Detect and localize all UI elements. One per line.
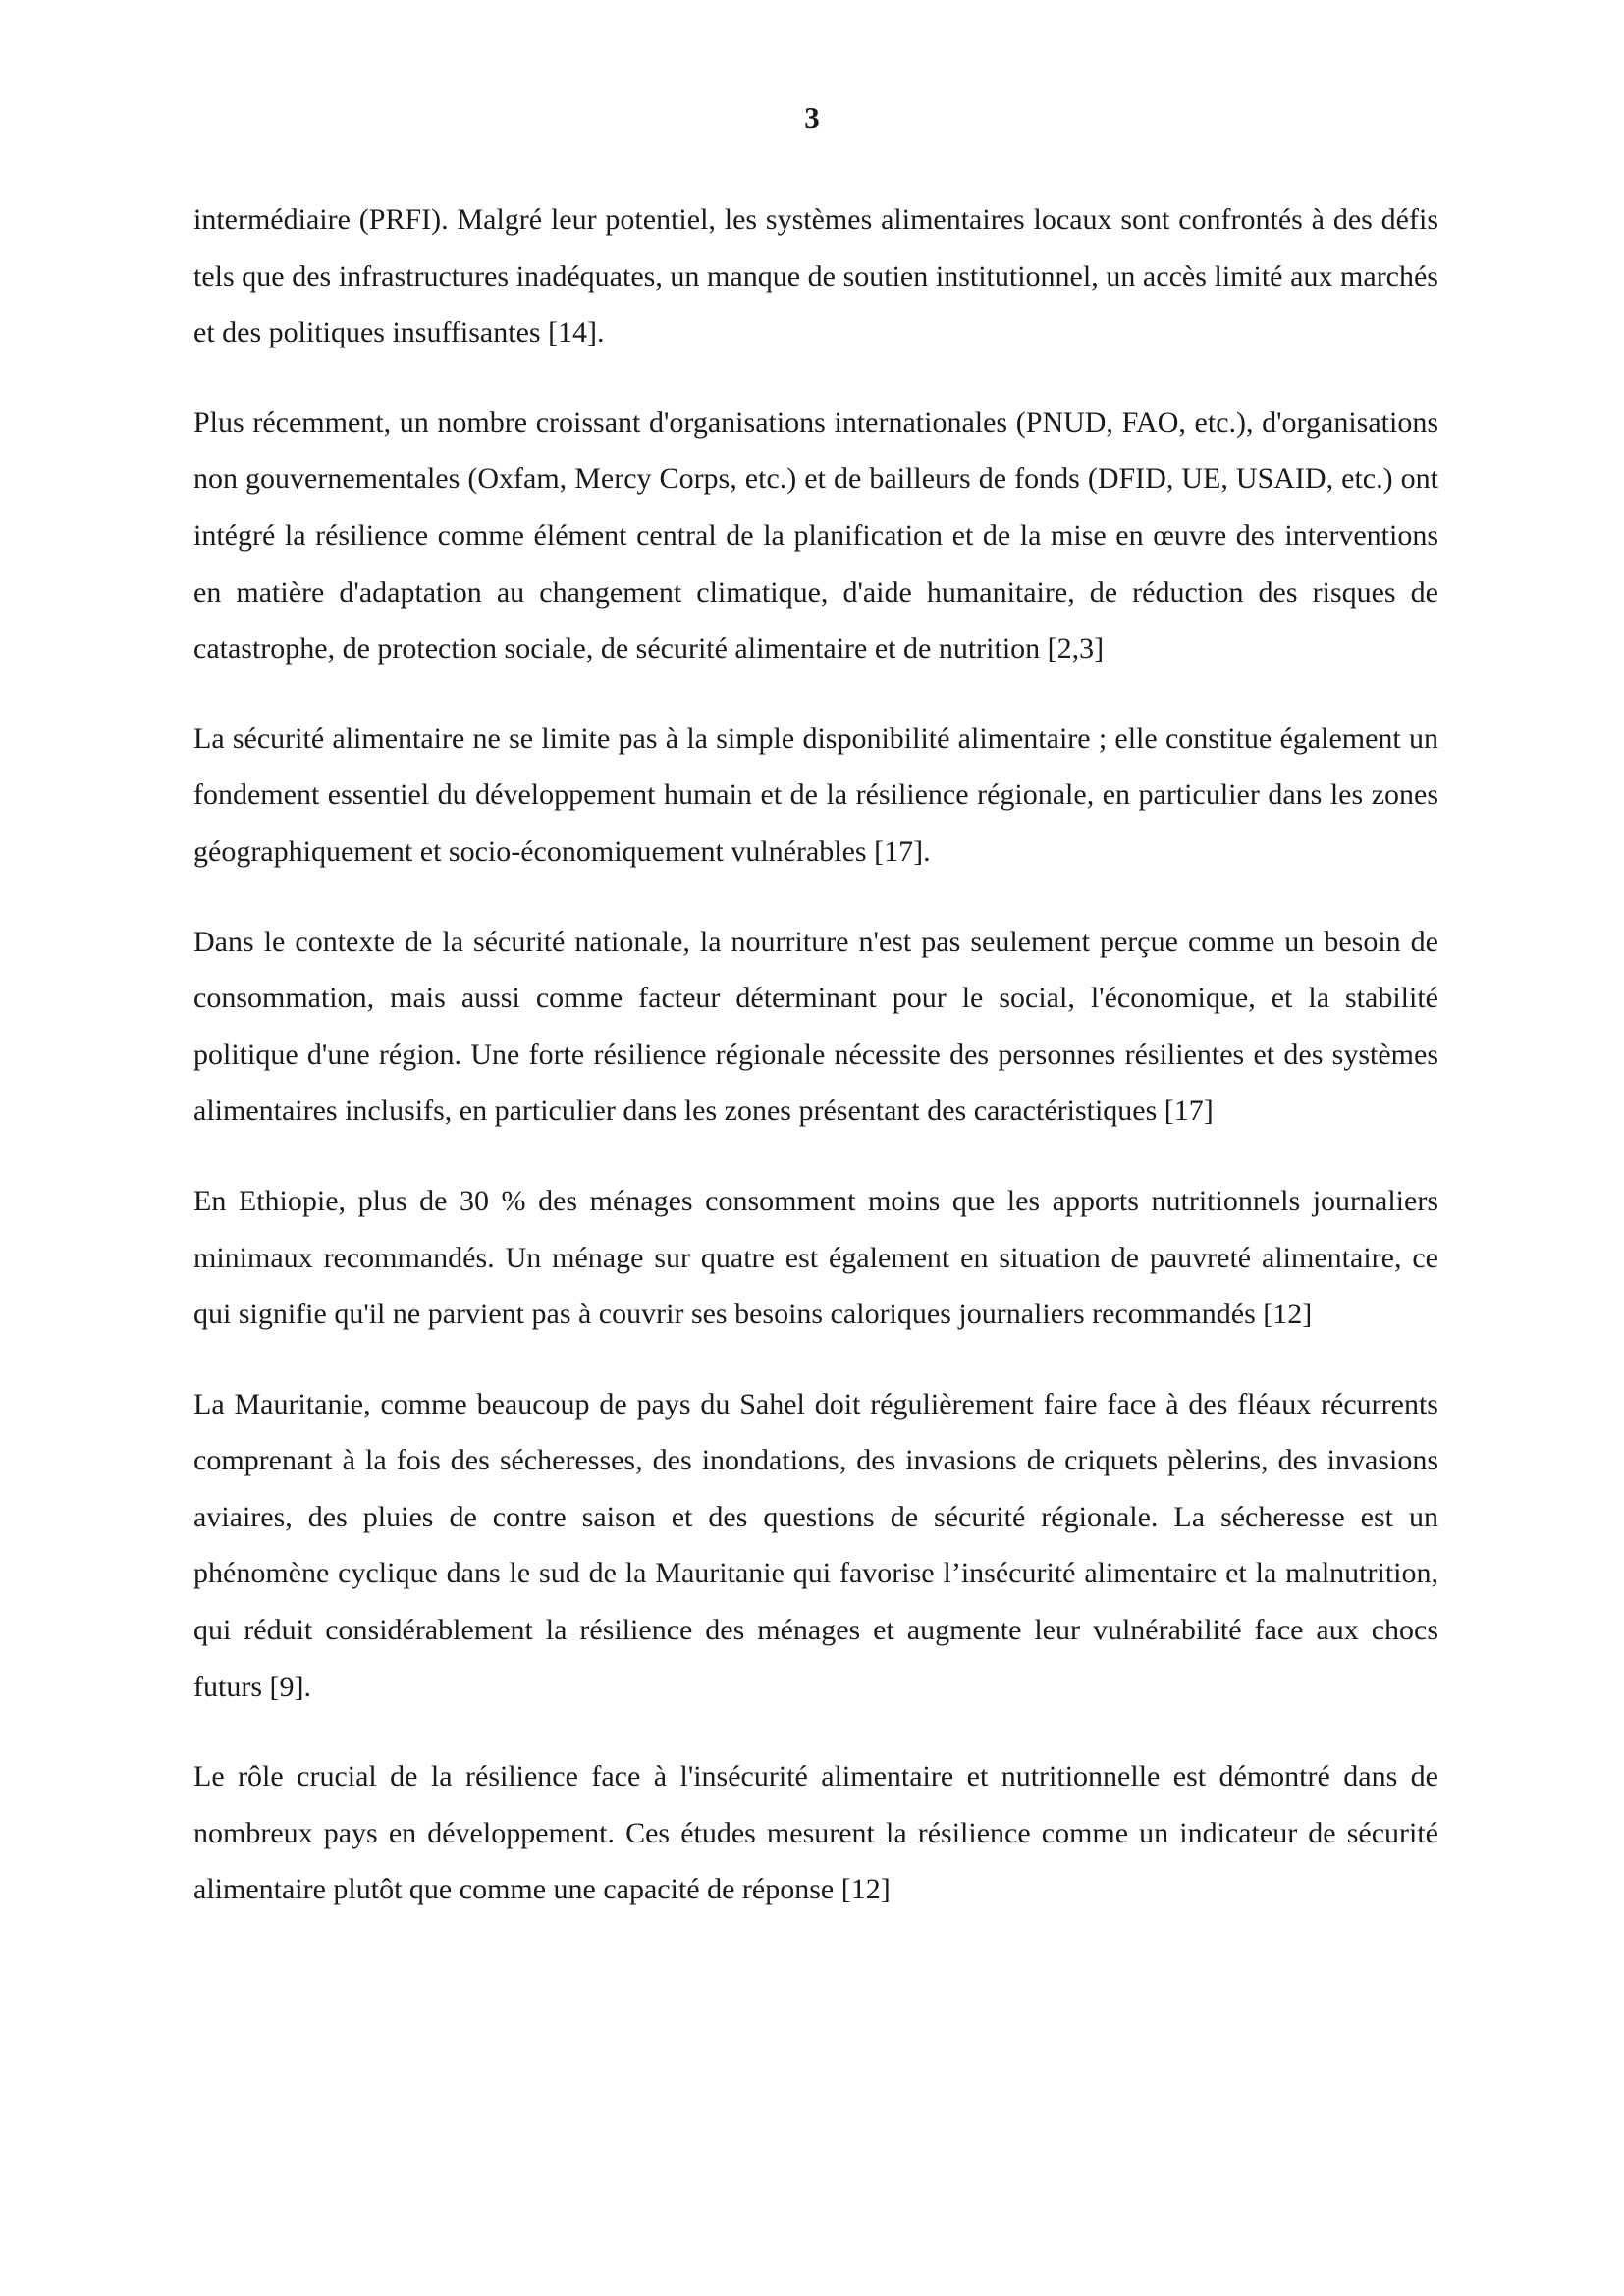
body-text [193,191,1438,1951]
paragraph: Plus récemment, un nombre croissant d'organisations internationales (PNUD, FAO, etc.), d'organisations non gouvernementales (Oxfam, Mercy Corps, etc.) et de bailleurs de fonds (DFID, UE, USAID, etc.) ont intégré la résilience comme élément central de la planification et de la mise en œuvre des interventions en matière d'adaptation au changement climatique, d'aide humanitaire, de réduction des risques de catastrophe, de protection sociale, de sécurité alimentaire et de nutrition [2,3] [193,405,1438,666]
paragraph: intermédiaire (PRFI). Malgré leur potentiel, les systèmes alimentaires locaux sont confrontés à des défis tels que des infrastructures inadéquates, un manque de soutien institutionnel, un accès limité aux marchés et des politiques insuffisantes [14]. [193,203,1438,349]
paragraph: Dans le contexte de la sécurité nationale, la nourriture n'est pas seulement perçue comme un besoin de consommation, mais aussi comme facteur déterminant pour le social, l'économique, et la stabilité politique d'une région. Une forte résilience régionale nécessite des personnes résilientes et des systèmes alimentaires inclusifs, en particulier dans les zones présentant des caractéristiques [17] [193,925,1438,1128]
paragraph: En Ethiopie, plus de 30 % des ménages consomment moins que les apports nutritionnels journaliers minimaux recommandés. Un ménage sur quatre est également en situation de pauvreté alimentaire, ce qui signifie qu'il ne parvient pas à couvrir ses besoins caloriques journaliers recommandés [12] [193,1184,1438,1331]
paragraph: La Mauritanie, comme beaucoup de pays du Sahel doit régulièrement faire face à des fléaux récurrents comprenant à la fois des sécheresses, des inondations, des invasions de criquets pèlerins, des invasions aviaires, des pluies de contre saison et des questions de sécurité régionale. La sécheresse est un phénomène cyclique dans le sud de la Mauritanie qui favorise l’insécurité alimentaire et la malnutrition, qui réduit considérablement la résilience des ménages et augmente leur vulnérabilité face aux chocs futurs [9]. [193,1387,1438,1703]
paragraph: La sécurité alimentaire ne se limite pas à la simple disponibilité alimentaire ; elle constitue également un fondement essentiel du développement humain et de la résilience régionale, en particulier dans les zones géographiquement et socio-économiquement vulnérables [17]. [193,721,1438,868]
paragraph: Le rôle crucial de la résilience face à l'insécurité alimentaire et nutritionnelle est démontré dans de nombreux pays en développement. Ces études mesurent la résilience comme un indicateur de sécurité alimentaire plutôt que comme une capacité de réponse [12] [193,1760,1438,1906]
page-number: 3 [804,100,820,134]
